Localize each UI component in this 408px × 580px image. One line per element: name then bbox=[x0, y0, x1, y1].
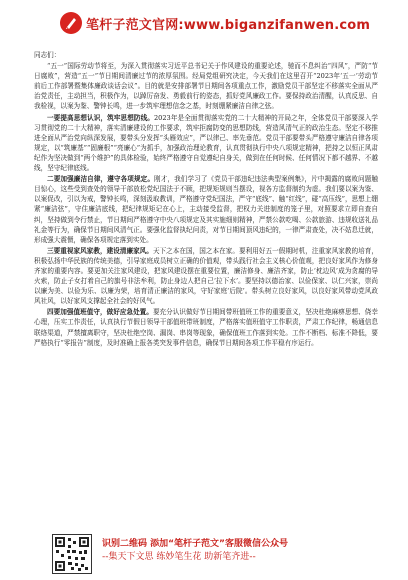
pen-circle-icon bbox=[60, 12, 82, 34]
footer-line-2: --集天下文思 练妙笔生花 助新笔齐进-- bbox=[102, 552, 256, 562]
paragraph-lead: 四要加强值班值守，做好应急处置。 bbox=[47, 308, 153, 317]
paragraph-lead: 二要加强廉洁自律，遵守各项规定。 bbox=[47, 175, 155, 184]
paragraph-text: “五一”国际劳动节将至，为深入贯彻落实习近平总书记关于作风建设的重要论述，驰而不息纠治“四风”，严防“节日腐败”，营造“五一”节日期间清廉过节的浓厚氛围。经局党组研究决定，今天我们在这里召开“2023年‘五一’劳动节前后工作部署暨集体廉政谈话会议”。目的就是安排部署节日期间各项重点工作，激励党员干部坚定不移落实全面从严治党责任，主动担当，积极作为，以踔厉奋发、勇毅前行的姿态，抓好党风廉政工作。要保持政治清醒，认真反思、自我检视，以案为鉴、警钟长鸣，进一步筑牢理想信念之基，时刻绷紧廉洁自律之弦。 bbox=[34, 62, 378, 111]
site-banner[interactable]: 笔杆子范文官网:www.biganzifanwen.com bbox=[86, 18, 371, 33]
greeting: 同志们： bbox=[34, 51, 61, 59]
qr-code-icon[interactable] bbox=[52, 534, 92, 574]
paragraph-lead: 一要提高思想认识，筑牢思想防线。 bbox=[47, 113, 154, 122]
paragraph-point-4 bbox=[34, 307, 378, 347]
paragraph-text: 要充分认识做好节日期间带班值班工作的重要意义，坚决杜绝麻痹思想、侥幸心理，压实工作责任，认真执行节假日领导干部值班带班制度，严格落实值班值守工作职责，严肃工作纪律，畅通信息联络渠道，严禁擅离职守，坚决杜绝空岗、漏岗、串岗等现象，确保值班工作落到实处。工作不断档、标准不降低，要严格执行“零报告”制度，及时准确上报各类突发事件信息，确保节日期间各项工作平稳有序运行。 bbox=[34, 308, 379, 347]
paragraph-point-1 bbox=[34, 113, 378, 174]
paragraph-intro bbox=[34, 61, 378, 111]
paragraph-text: 刚才，我们学习了《党员干部违纪违法典型案例集》，片中揭露的腐败问题触目惊心，这些受到查处的领导干部放松党纪国法于不顾，把规矩规则当摆设，视各方监督制约为虚。我们要以案为鉴、以案促改，引以为戒，警钟长鸣，深刻汲取教训，严格遵守党纪国法，严守“底线”、触“红线”，碰“高压线”，思想上绷紧“廉洁弦”，守住廉洁底线，把纪律规矩记在心上，主动接受监督，把权力关进制度的笼子里，对照要求立即自查自纠，坚持做到令行禁止，节日期间严格遵守中央八项规定及其实施细则精神，严禁公款吃喝、公款旅游、违规收送礼品礼金等行为，确保节日期间风清气正。要强化监督执纪问责，对节日期间顶风违纪的，一律严肃查处，决不姑息迁就，形成强大震慑，确保各项规定落到实处。 bbox=[34, 175, 379, 244]
site-header bbox=[0, 0, 408, 44]
paragraph-point-3 bbox=[34, 246, 378, 307]
paragraph-text: 2023年是全面贯彻落实党的二十大精神的开局之年，全体党员干部要深入学习贯彻党的二十大精神，落实清廉建设的工作要求，筑牢拒腐防变的思想防线，营造风清气正的政治生态。坚定不移推进全面从严治党向纵深发展，要带头分发挥“头雁效应”，严以律己、率先垂范。党员干部要带头严格遵守廉洁自律各项规定，以“筑廉基”“固廉根”“亮廉心”为抓手，加强政治理论教育，认真贯彻执行中央八项规定精神，把持之以恒正风肃纪作为坚决做到“两个维护”的具体检验，始终严格遵守自觉遵纪自身关，做到在任何时候、任何情况下都不越界、不越线，坚守纪律底线。 bbox=[34, 113, 378, 173]
paragraph-lead: 三要重视家风家教，建设清廉家风。 bbox=[47, 246, 153, 255]
footer-line-1: 识别二维码 添加“笔杆子范文”客服微信公众号 bbox=[102, 539, 288, 549]
paragraph-point-2 bbox=[34, 174, 378, 245]
document-body bbox=[34, 50, 378, 349]
footer-text bbox=[102, 538, 288, 564]
page-footer bbox=[0, 530, 408, 580]
paragraph-text: 天下之本在国，国之本在家。要利用好五一假期时机，注重家风家教的培育，积极弘扬中华民族的传统美德，引导家庭成员树立正确的价值观，带头践行社会主义核心价值观，把良好家风作为修身齐家的重要内容。要更加关注家风建设，把家风建设摆在重要位置，廉洁修身、廉洁齐家，防止‘枕边风’成为贪腐的导火索，防止子女打着自己的旗号非法牟利，防止身边人把自己‘拉下水’。要坚持以德治家、以俭保家、以仁兴家，崇尚以廉为美、以俭为乐、以廉为荣，培育清正廉洁的家风，守好家庭‘后院’。带头树立良好家风，以良好家风带动党风政风社风，以好家风支撑起全社会的好风气。 bbox=[34, 246, 379, 306]
